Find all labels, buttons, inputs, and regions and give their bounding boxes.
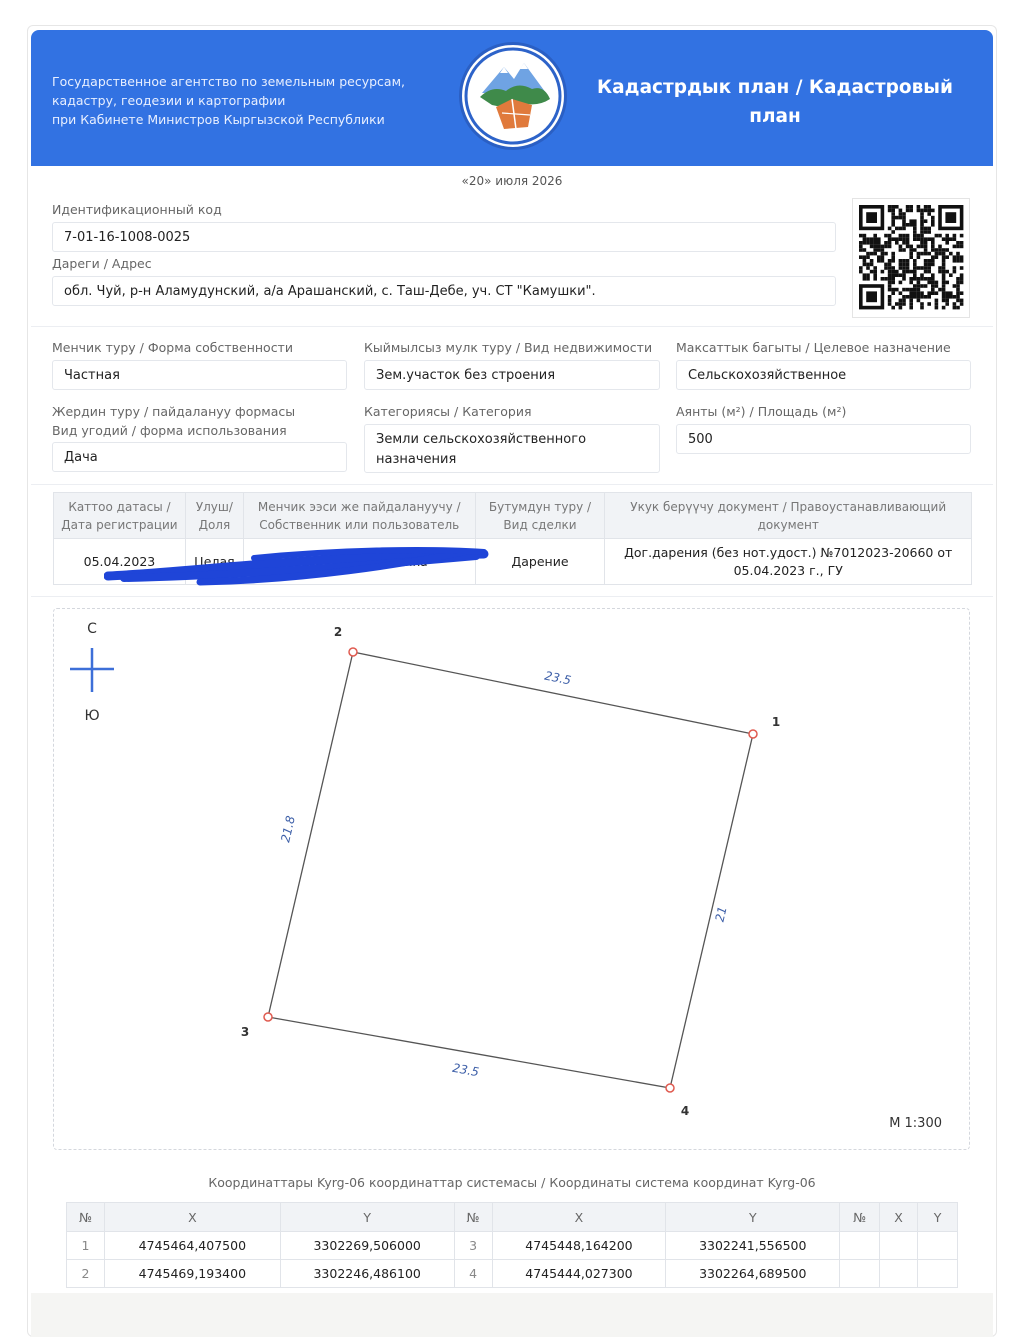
table-header: Y xyxy=(280,1203,454,1232)
land-use-label: Жердин туру / пайдалануу формасы xyxy=(52,404,296,419)
share-cell: Целая xyxy=(185,539,243,585)
table-cell: 3 xyxy=(454,1232,492,1260)
side-length-label: 21 xyxy=(712,905,730,924)
category-field xyxy=(364,424,660,473)
table-cell xyxy=(840,1232,880,1260)
table-header-row xyxy=(54,493,972,539)
table-header: Укук берүүчу документ / Правоустанавливающий документ xyxy=(605,493,972,539)
document-cell: Дог.дарения (без нот.удост.) №7012023-20660 от 05.04.2023 г., ГУ xyxy=(605,539,972,585)
table-header: Y xyxy=(918,1203,958,1232)
coordinates-table xyxy=(66,1202,958,1288)
deal-type-cell: Дарение xyxy=(475,539,605,585)
address-label: Дареги / Адрес xyxy=(52,256,152,271)
category-value: назначения xyxy=(376,452,457,467)
north-label: С xyxy=(87,621,97,637)
redaction-scribble xyxy=(104,542,489,586)
table-cell: 4745448,164200 xyxy=(492,1232,666,1260)
point-label: 4 xyxy=(680,1104,690,1118)
section-divider xyxy=(31,596,993,597)
table-header: Каттоо датасы / Дата регистрации xyxy=(54,493,186,539)
table-header: Менчик ээси же пайдалануучу / Собственник или пользователь xyxy=(243,493,475,539)
table-cell xyxy=(880,1232,918,1260)
table-cell xyxy=(880,1260,918,1288)
section-divider xyxy=(31,484,993,485)
table-header: Улуш/ Доля xyxy=(185,493,243,539)
agency-line: при Кабинете Министров Кыргызской Республики xyxy=(52,112,385,127)
property-type-label: Кыймылсыз мулк туру / Вид недвижимости xyxy=(364,340,653,355)
side-length-label: 21.8 xyxy=(278,814,298,844)
land-use-label: Вид угодий / форма использования xyxy=(52,423,287,438)
table-header: X xyxy=(492,1203,666,1232)
title-line: Кадастрдык план / Кадастровый xyxy=(597,77,953,98)
scale-label: М 1:300 xyxy=(889,1116,942,1131)
ownership-field: Частная xyxy=(52,360,347,390)
table-cell: 4745469,193400 xyxy=(104,1260,280,1288)
table-row xyxy=(67,1232,958,1260)
side-length-label: 23.5 xyxy=(543,668,573,688)
table-cell: 4745464,407500 xyxy=(104,1232,280,1260)
registration-date-cell: 05.04.2023 xyxy=(54,539,186,585)
table-header: № xyxy=(840,1203,880,1232)
table-cell: 4745444,027300 xyxy=(492,1260,666,1288)
agency-logo xyxy=(459,42,567,150)
point-label: 3 xyxy=(240,1025,250,1039)
agency-emblem-icon xyxy=(462,45,564,147)
coordinates-title: Координаттары Kyrg-06 координаттар системасы / Координаты система координат Kyrg-06 xyxy=(208,1175,816,1190)
qr-code xyxy=(852,198,970,318)
agency-line: Государственное агентство по земельным ресурсам, xyxy=(52,74,405,89)
table-cell xyxy=(918,1232,958,1260)
table-header-row xyxy=(67,1203,958,1232)
document-title xyxy=(590,73,960,131)
category-label: Категориясы / Категория xyxy=(364,404,532,419)
table-header: Бутумдун туру / Вид сделки xyxy=(475,493,605,539)
address-field: обл. Чуй, р-н Аламудунский, а/а Арашанский, с. Таш-Дебе, уч. СТ "Камушки". xyxy=(52,276,836,306)
table-header: Y xyxy=(666,1203,840,1232)
title-line: план xyxy=(749,106,801,127)
table-row xyxy=(67,1260,958,1288)
table-header: X xyxy=(104,1203,280,1232)
table-cell: 2 xyxy=(67,1260,105,1288)
table-cell: 3302246,486100 xyxy=(280,1260,454,1288)
south-label: Ю xyxy=(84,708,100,724)
table-header: X xyxy=(880,1203,918,1232)
area-label: Аянты (м²) / Площадь (м²) xyxy=(676,404,847,419)
category-value: Земли сельскохозяйственного xyxy=(376,432,587,447)
id-code-field: 7-01-16-1008-0025 xyxy=(52,222,836,252)
document-date: «20» июля 2026 xyxy=(461,174,563,188)
section-divider xyxy=(31,326,993,327)
table-cell: 4 xyxy=(454,1260,492,1288)
id-code-label: Идентификационный код xyxy=(52,202,222,217)
property-type-field: Зем.участок без строения xyxy=(364,360,660,390)
table-cell: 3302241,556500 xyxy=(666,1232,840,1260)
table-cell xyxy=(918,1260,958,1288)
table-cell: 1 xyxy=(67,1232,105,1260)
point-label: 1 xyxy=(771,715,781,729)
point-label: 2 xyxy=(333,625,343,639)
table-cell xyxy=(840,1260,880,1288)
purpose-label: Максаттык багыты / Целевое назначение xyxy=(676,340,951,355)
footer-bar xyxy=(31,1293,993,1337)
table-header: № xyxy=(67,1203,105,1232)
cadastral-plan xyxy=(53,608,970,1150)
ownership-label: Менчик туру / Форма собственности xyxy=(52,340,293,355)
table-cell: 3302269,506000 xyxy=(280,1232,454,1260)
purpose-field: Сельскохозяйственное xyxy=(676,360,971,390)
table-cell: 3302264,689500 xyxy=(666,1260,840,1288)
side-length-label: 23.5 xyxy=(451,1060,481,1080)
table-header: № xyxy=(454,1203,492,1232)
land-use-field: Дача xyxy=(52,442,347,472)
area-field: 500 xyxy=(676,424,971,454)
qr-code-icon xyxy=(853,199,969,317)
agency-name xyxy=(52,72,432,129)
agency-line: кадастру, геодезии и картографии xyxy=(52,93,286,108)
owner-cell: Ф.И.О. собственника xyxy=(243,539,475,585)
